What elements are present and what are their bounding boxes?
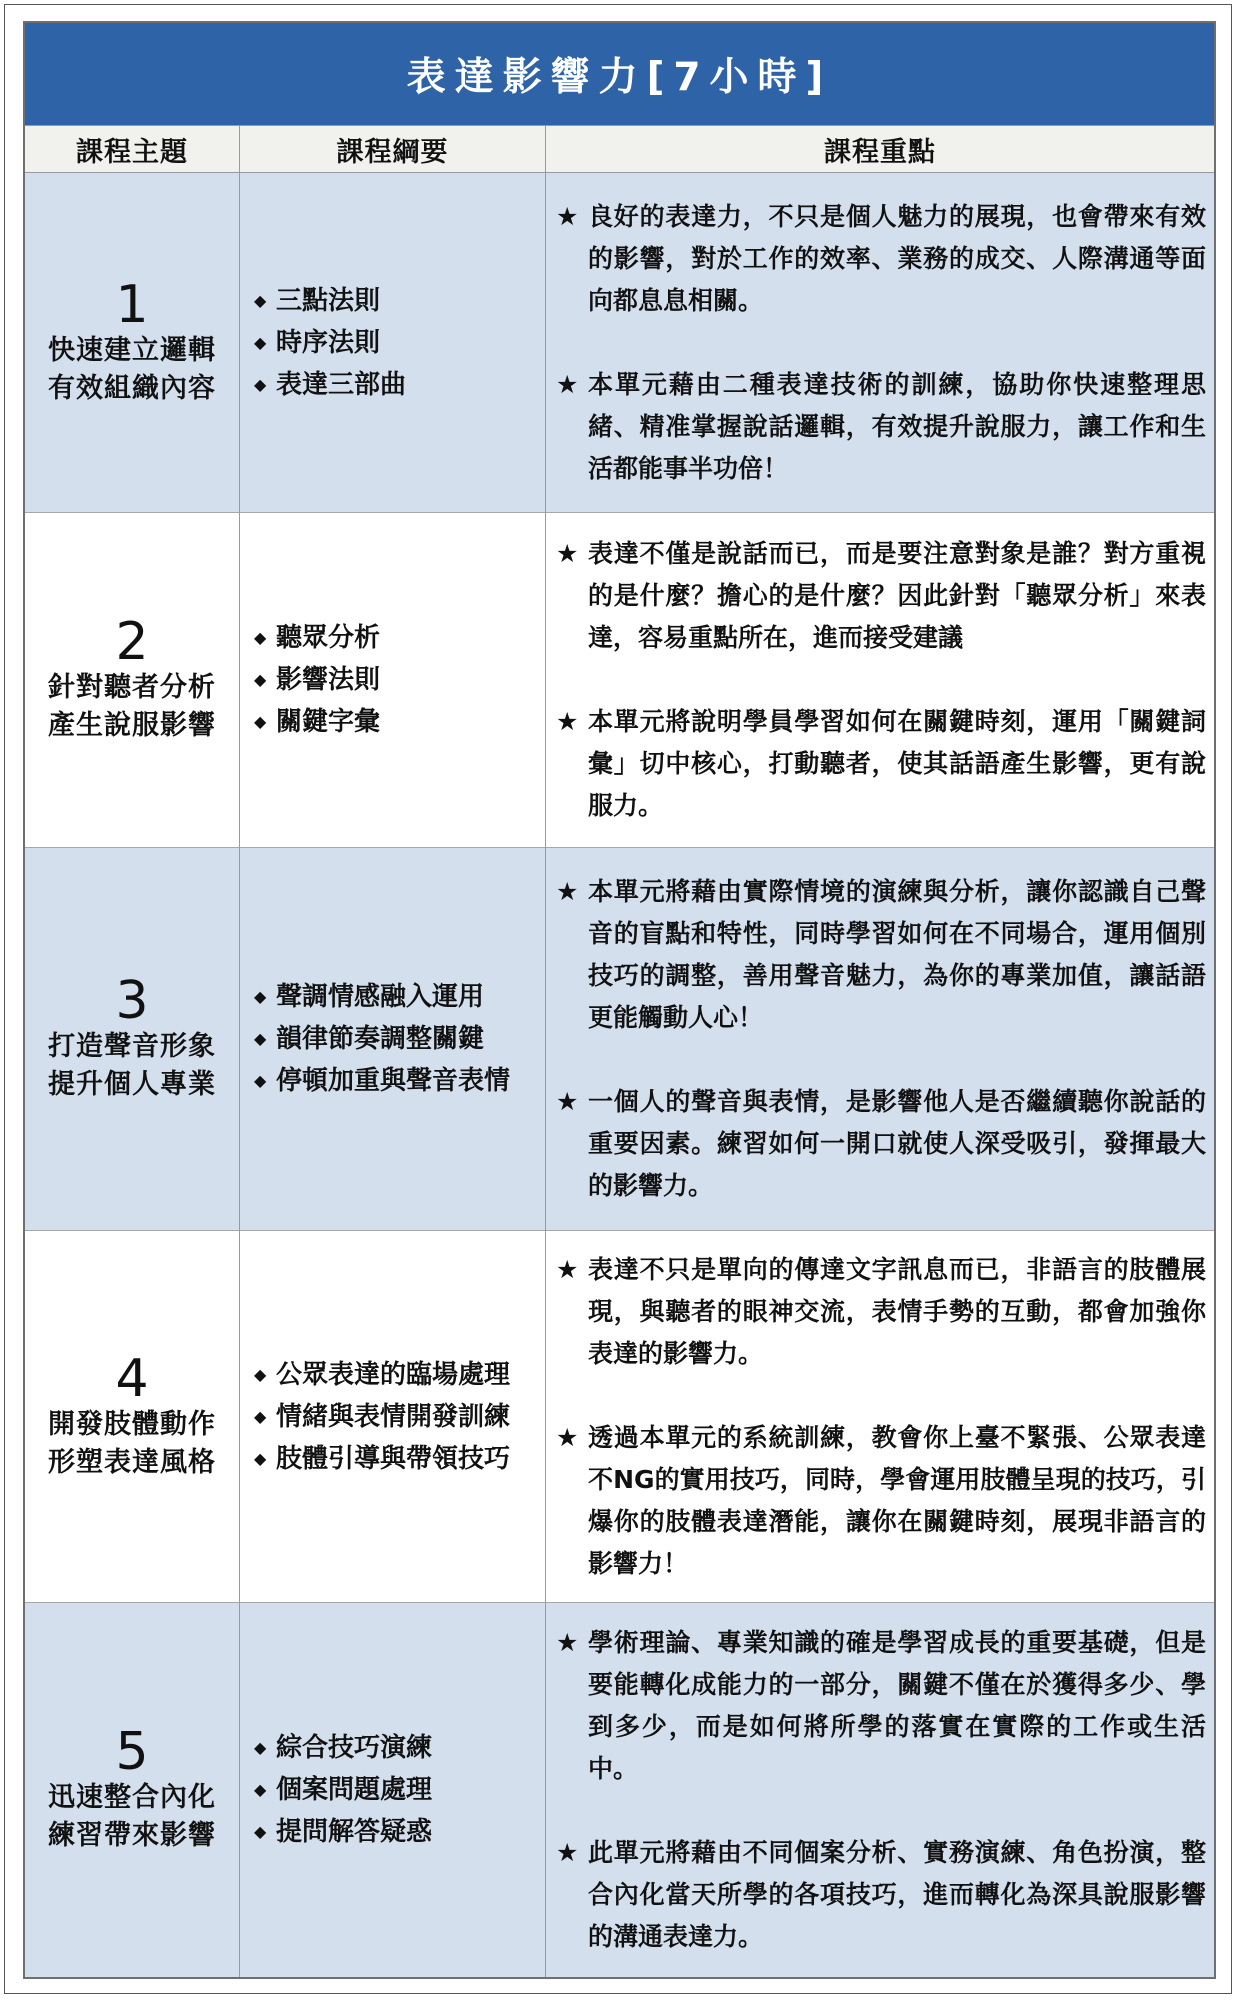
outline-item: ◆ 三點法則	[254, 280, 545, 322]
outline-item: ◆ 聲調情感融入運用	[254, 976, 545, 1018]
course-row-4	[25, 1231, 1214, 1603]
topic-line: 迅速整合內化	[48, 1782, 216, 1813]
topic-cell	[25, 513, 239, 847]
diamond-bullet-icon: ◆	[254, 290, 267, 310]
key-point: ★ 本單元藉由二種表達技術的訓練，協助你快速整理思緒、精准掌握說話邏輯，有效提升說服力，讓工作和生活都能事半功倍！	[556, 364, 1206, 490]
outline-cell	[240, 1231, 545, 1602]
unit-number: 1	[115, 274, 149, 335]
key-point: ★ 一個人的聲音與表情，是影響他人是否繼續聽你說話的重要因素。練習如何一開口就使人深受吸引，發揮最大的影響力。	[556, 1081, 1206, 1207]
header-row	[25, 125, 1214, 173]
diamond-bullet-icon: ◆	[254, 332, 267, 352]
outline-item: ◆ 表達三部曲	[254, 364, 545, 406]
outline-item: ◆ 綜合技巧演練	[254, 1727, 545, 1769]
key-point: ★ 透過本單元的系統訓練，教會你上臺不緊張、公眾表達不NG的實用技巧，同時，學會運用肢體呈現的技巧，引爆你的肢體表達潛能，讓你在關鍵時刻，展現非語言的影響力！	[556, 1417, 1206, 1585]
outline-item: ◆ 提問解答疑惑	[254, 1811, 545, 1853]
column-divider	[545, 125, 546, 1977]
key-point: ★ 本單元將藉由實際情境的演練與分析，讓你認識自己聲音的盲點和特性，同時學習如何在不同場合，運用個別技巧的調整，善用聲音魅力，為你的專業加值，讓話語更能觸動人心！	[556, 871, 1206, 1039]
header-topic: 課程主題	[76, 136, 188, 168]
course-row-5	[25, 1603, 1214, 1977]
star-bullet-icon: ★	[556, 1087, 579, 1116]
diamond-bullet-icon: ◆	[254, 1448, 267, 1468]
outline-item: ◆ 個案問題處理	[254, 1769, 545, 1811]
outline-cell	[240, 848, 545, 1230]
topic-line: 練習帶來影響	[48, 1820, 216, 1851]
course-row-3	[25, 848, 1214, 1231]
topic-cell	[25, 173, 239, 512]
outline-item: ◆ 韻律節奏調整關鍵	[254, 1018, 545, 1060]
header-key-points: 課程重點	[824, 136, 936, 168]
star-bullet-icon: ★	[556, 1838, 579, 1867]
diamond-bullet-icon: ◆	[254, 987, 267, 1006]
column-divider	[239, 125, 240, 1977]
topic-line: 快速建立邏輯	[48, 334, 216, 366]
course-row-2	[25, 513, 1214, 848]
unit-number: 4	[115, 1348, 149, 1409]
star-bullet-icon: ★	[556, 877, 579, 906]
unit-number: 3	[115, 971, 149, 1031]
course-title: 表達影響力[7小時]	[25, 23, 1214, 125]
unit-number: 5	[115, 1722, 149, 1782]
key-points-cell	[546, 1603, 1214, 1977]
topic-line: 針對聽者分析	[48, 672, 216, 703]
topic-cell	[25, 848, 239, 1230]
outline-item: ◆ 時序法則	[254, 322, 545, 364]
topic-line: 開發肢體動作	[48, 1408, 216, 1440]
header-outline: 課程綱要	[336, 136, 449, 168]
outline-item: ◆ 關鍵字彙	[254, 701, 545, 743]
star-bullet-icon: ★	[556, 201, 579, 231]
topic-line: 產生說服影響	[48, 710, 216, 741]
topic-line: 提升個人專業	[48, 1069, 216, 1100]
key-points-cell	[546, 848, 1214, 1230]
topic-line: 有效組織內容	[48, 372, 216, 404]
star-bullet-icon: ★	[556, 1422, 579, 1452]
diamond-bullet-icon: ◆	[254, 712, 267, 731]
diamond-bullet-icon: ◆	[254, 1738, 267, 1757]
course-table	[23, 21, 1216, 1979]
star-bullet-icon: ★	[556, 1254, 579, 1284]
star-bullet-icon: ★	[556, 539, 579, 568]
outline-item: ◆ 肢體引導與帶領技巧	[254, 1438, 545, 1480]
diamond-bullet-icon: ◆	[254, 374, 267, 394]
key-point: ★ 學術理論、專業知識的確是學習成長的重要基礎，但是要能轉化成能力的一部分，關鍵不僅在於獲得多少、學到多少，而是如何將所學的落實在實際的工作或生活中。	[556, 1622, 1206, 1790]
diamond-bullet-icon: ◆	[254, 670, 267, 689]
star-bullet-icon: ★	[556, 369, 579, 399]
topic-line: 打造聲音形象	[48, 1031, 216, 1062]
star-bullet-icon: ★	[556, 1628, 579, 1657]
diamond-bullet-icon: ◆	[254, 628, 267, 647]
diamond-bullet-icon: ◆	[254, 1071, 267, 1090]
course-row-1	[25, 173, 1214, 513]
key-points-cell	[546, 173, 1214, 512]
key-point: ★ 表達不只是單向的傳達文字訊息而已，非語言的肢體展現，與聽者的眼神交流，表情手勢的互動，都會加強你表達的影響力。	[556, 1249, 1206, 1375]
outline-item: ◆ 影響法則	[254, 659, 545, 701]
key-point: ★ 表達不僅是說話而已，而是要注意對象是誰？對方重視的是什麼？擔心的是什麼？因此針對「聽眾分析」來表達，容易重點所在，進而接受建議	[556, 533, 1206, 659]
outline-cell	[240, 173, 545, 512]
star-bullet-icon: ★	[556, 707, 579, 736]
unit-number: 2	[115, 612, 149, 672]
diamond-bullet-icon: ◆	[254, 1406, 267, 1426]
key-point: ★ 本單元將說明學員學習如何在關鍵時刻，運用「關鍵詞彙」切中核心，打動聽者，使其話語產生影響，更有說服力。	[556, 701, 1206, 827]
topic-cell	[25, 1603, 239, 1977]
outline-item: ◆ 公眾表達的臨場處理	[254, 1354, 545, 1396]
diamond-bullet-icon: ◆	[254, 1029, 267, 1048]
key-point: ★ 此單元將藉由不同個案分析、實務演練、角色扮演，整合內化當天所學的各項技巧，進而轉化為深具說服影響的溝通表達力。	[556, 1832, 1206, 1958]
topic-cell	[25, 1231, 239, 1602]
key-points-cell	[546, 513, 1214, 847]
diamond-bullet-icon: ◆	[254, 1822, 267, 1841]
outline-item: ◆ 聽眾分析	[254, 617, 545, 659]
topic-line: 形塑表達風格	[48, 1446, 216, 1478]
key-point: ★ 良好的表達力，不只是個人魅力的展現，也會帶來有效的影響，對於工作的效率、業務的成交、人際溝通等面向都息息相關。	[556, 196, 1206, 322]
outline-cell	[240, 513, 545, 847]
outline-item: ◆ 停頓加重與聲音表情	[254, 1060, 545, 1102]
diamond-bullet-icon: ◆	[254, 1364, 267, 1384]
key-points-cell	[546, 1231, 1214, 1602]
diamond-bullet-icon: ◆	[254, 1780, 267, 1799]
outline-cell	[240, 1603, 545, 1977]
outline-item: ◆ 情緒與表情開發訓練	[254, 1396, 545, 1438]
